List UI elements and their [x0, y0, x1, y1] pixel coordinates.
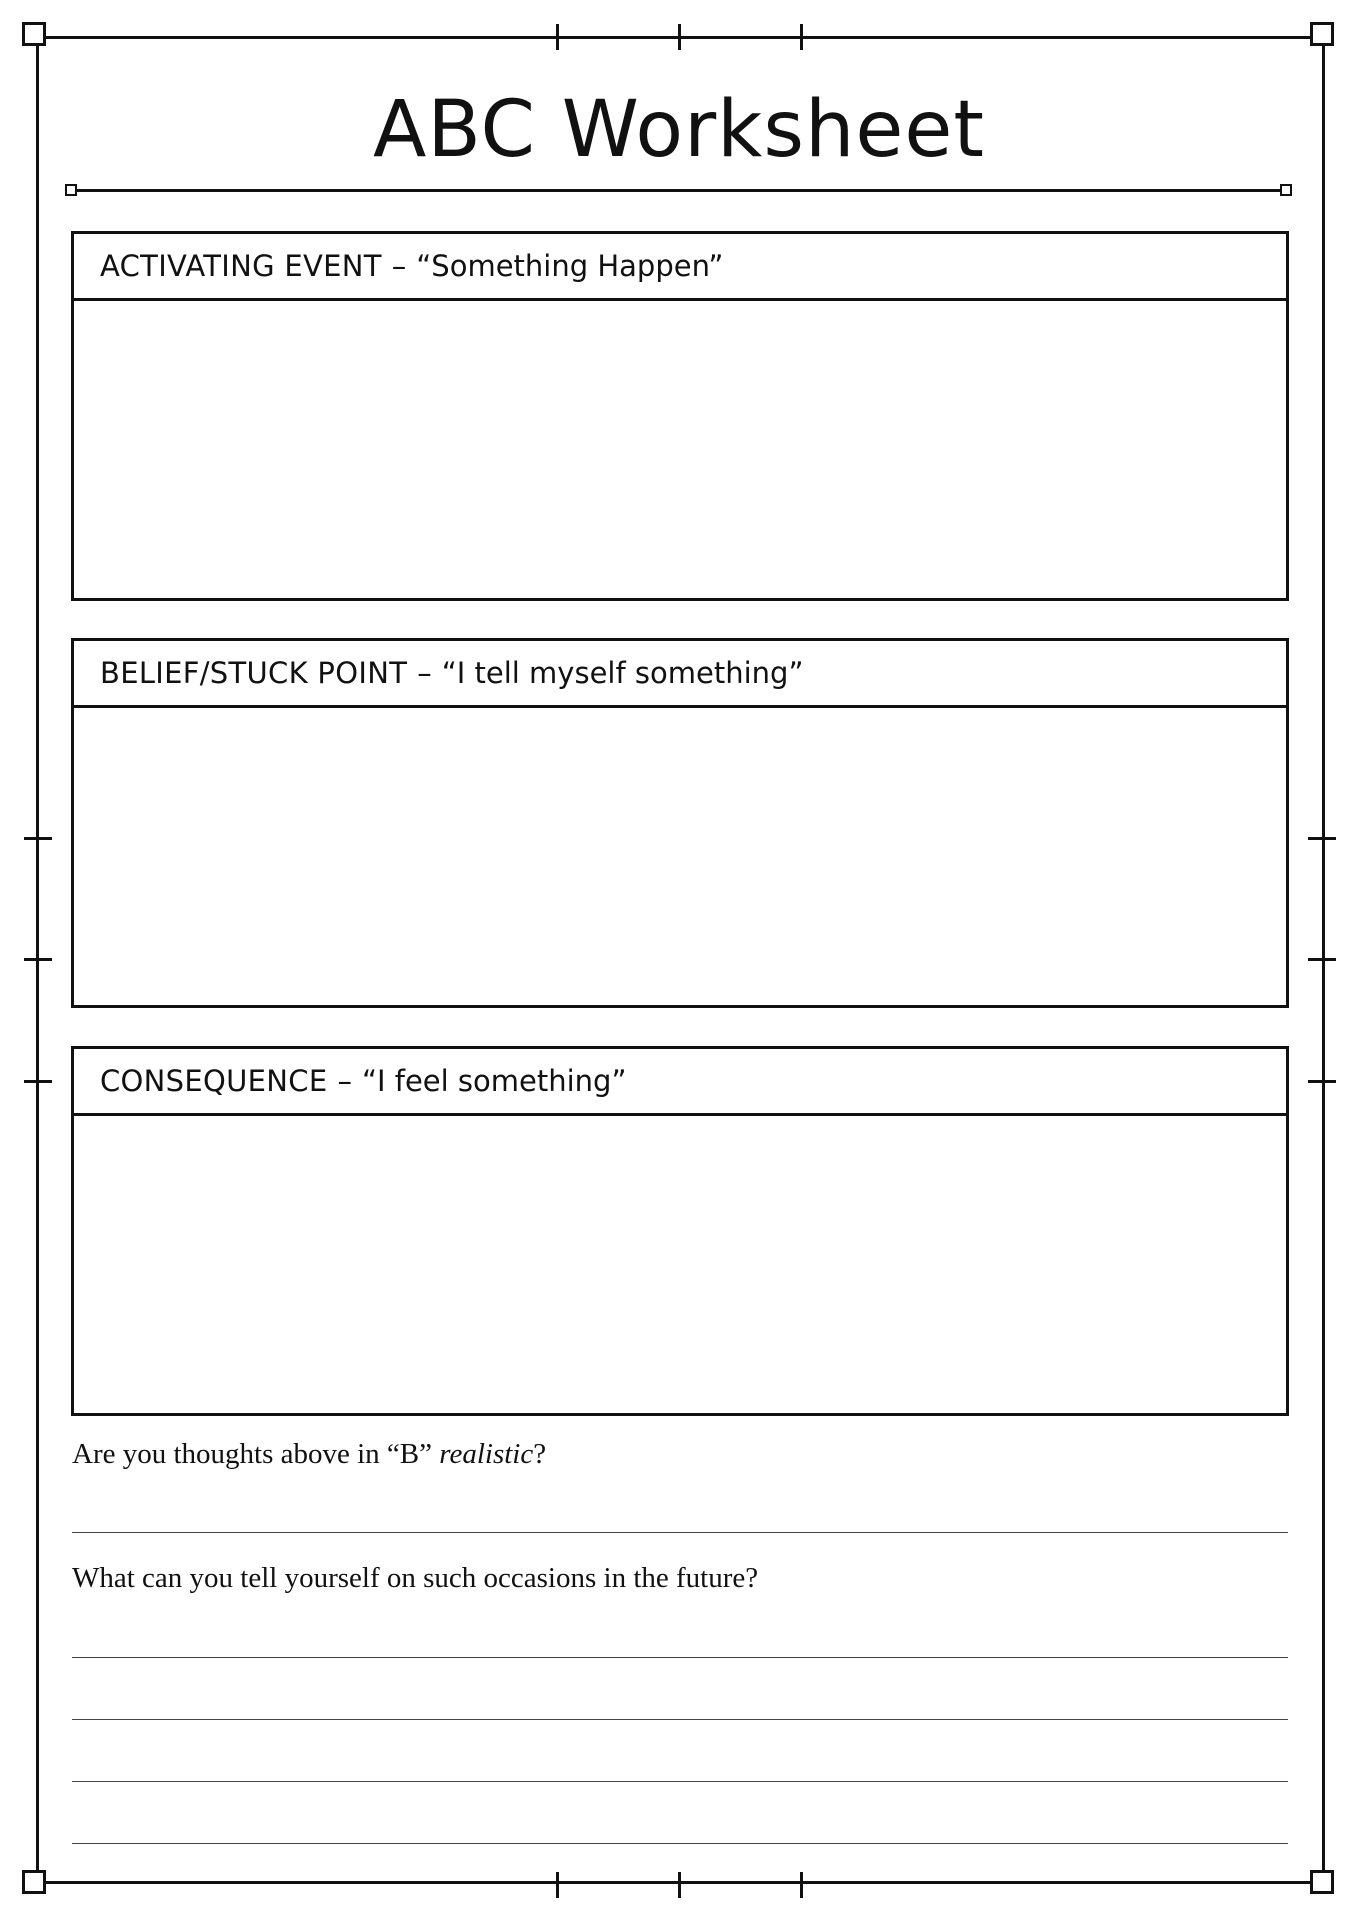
frame-tick	[1308, 837, 1336, 840]
frame-corner-bottom-right	[1310, 1870, 1334, 1894]
frame-tick	[24, 1080, 52, 1083]
section-separator: –	[337, 1064, 352, 1098]
frame-tick	[678, 1872, 681, 1898]
frame-tick	[24, 837, 52, 840]
frame-tick	[800, 24, 803, 50]
section-separator: –	[391, 249, 407, 283]
frame-tick	[24, 958, 52, 961]
frame-tick	[800, 1872, 803, 1898]
answer-line[interactable]	[72, 1532, 1288, 1533]
section-name: CONSEQUENCE	[100, 1064, 328, 1098]
frame-corner-top-right	[1310, 22, 1334, 46]
section-name: BELIEF/STUCK POINT	[100, 656, 408, 690]
frame-tick	[1308, 1080, 1336, 1083]
frame-tick	[556, 24, 559, 50]
belief-section	[71, 638, 1289, 1008]
title-divider-end	[1280, 184, 1292, 196]
question-text: Are you thoughts above in “B”	[72, 1438, 440, 1470]
section-header	[74, 234, 1286, 301]
answer-line[interactable]	[72, 1657, 1288, 1658]
title-divider-end	[65, 184, 77, 196]
answer-line[interactable]	[72, 1843, 1288, 1844]
consequence-answer-box[interactable]	[74, 1116, 1286, 1413]
frame-corner-top-left	[22, 22, 46, 46]
section-header	[74, 1049, 1286, 1116]
question-future: What can you tell yourself on such occasions in the future?	[72, 1562, 759, 1594]
activating-event-answer-box[interactable]	[74, 301, 1286, 598]
consequence-section	[71, 1046, 1289, 1416]
title-divider	[72, 189, 1288, 192]
frame-tick	[678, 24, 681, 50]
question-text-end: ?	[533, 1438, 547, 1470]
section-quote: “I tell myself something”	[441, 656, 804, 690]
section-quote: “I feel something”	[361, 1064, 627, 1098]
page-title: ABC Worksheet	[373, 85, 985, 175]
activating-event-section	[71, 231, 1289, 601]
section-separator: –	[417, 656, 432, 690]
frame-tick	[1308, 958, 1336, 961]
question-emphasis: realistic	[439, 1438, 534, 1470]
frame-tick	[556, 1872, 559, 1898]
frame-corner-bottom-left	[22, 1870, 46, 1894]
answer-line[interactable]	[72, 1781, 1288, 1782]
answer-line[interactable]	[72, 1719, 1288, 1720]
question-realistic	[72, 1434, 546, 1474]
section-quote: “Something Happen”	[416, 249, 724, 283]
belief-answer-box[interactable]	[74, 708, 1286, 1005]
section-header	[74, 641, 1286, 708]
section-name: ACTIVATING EVENT	[100, 249, 382, 283]
